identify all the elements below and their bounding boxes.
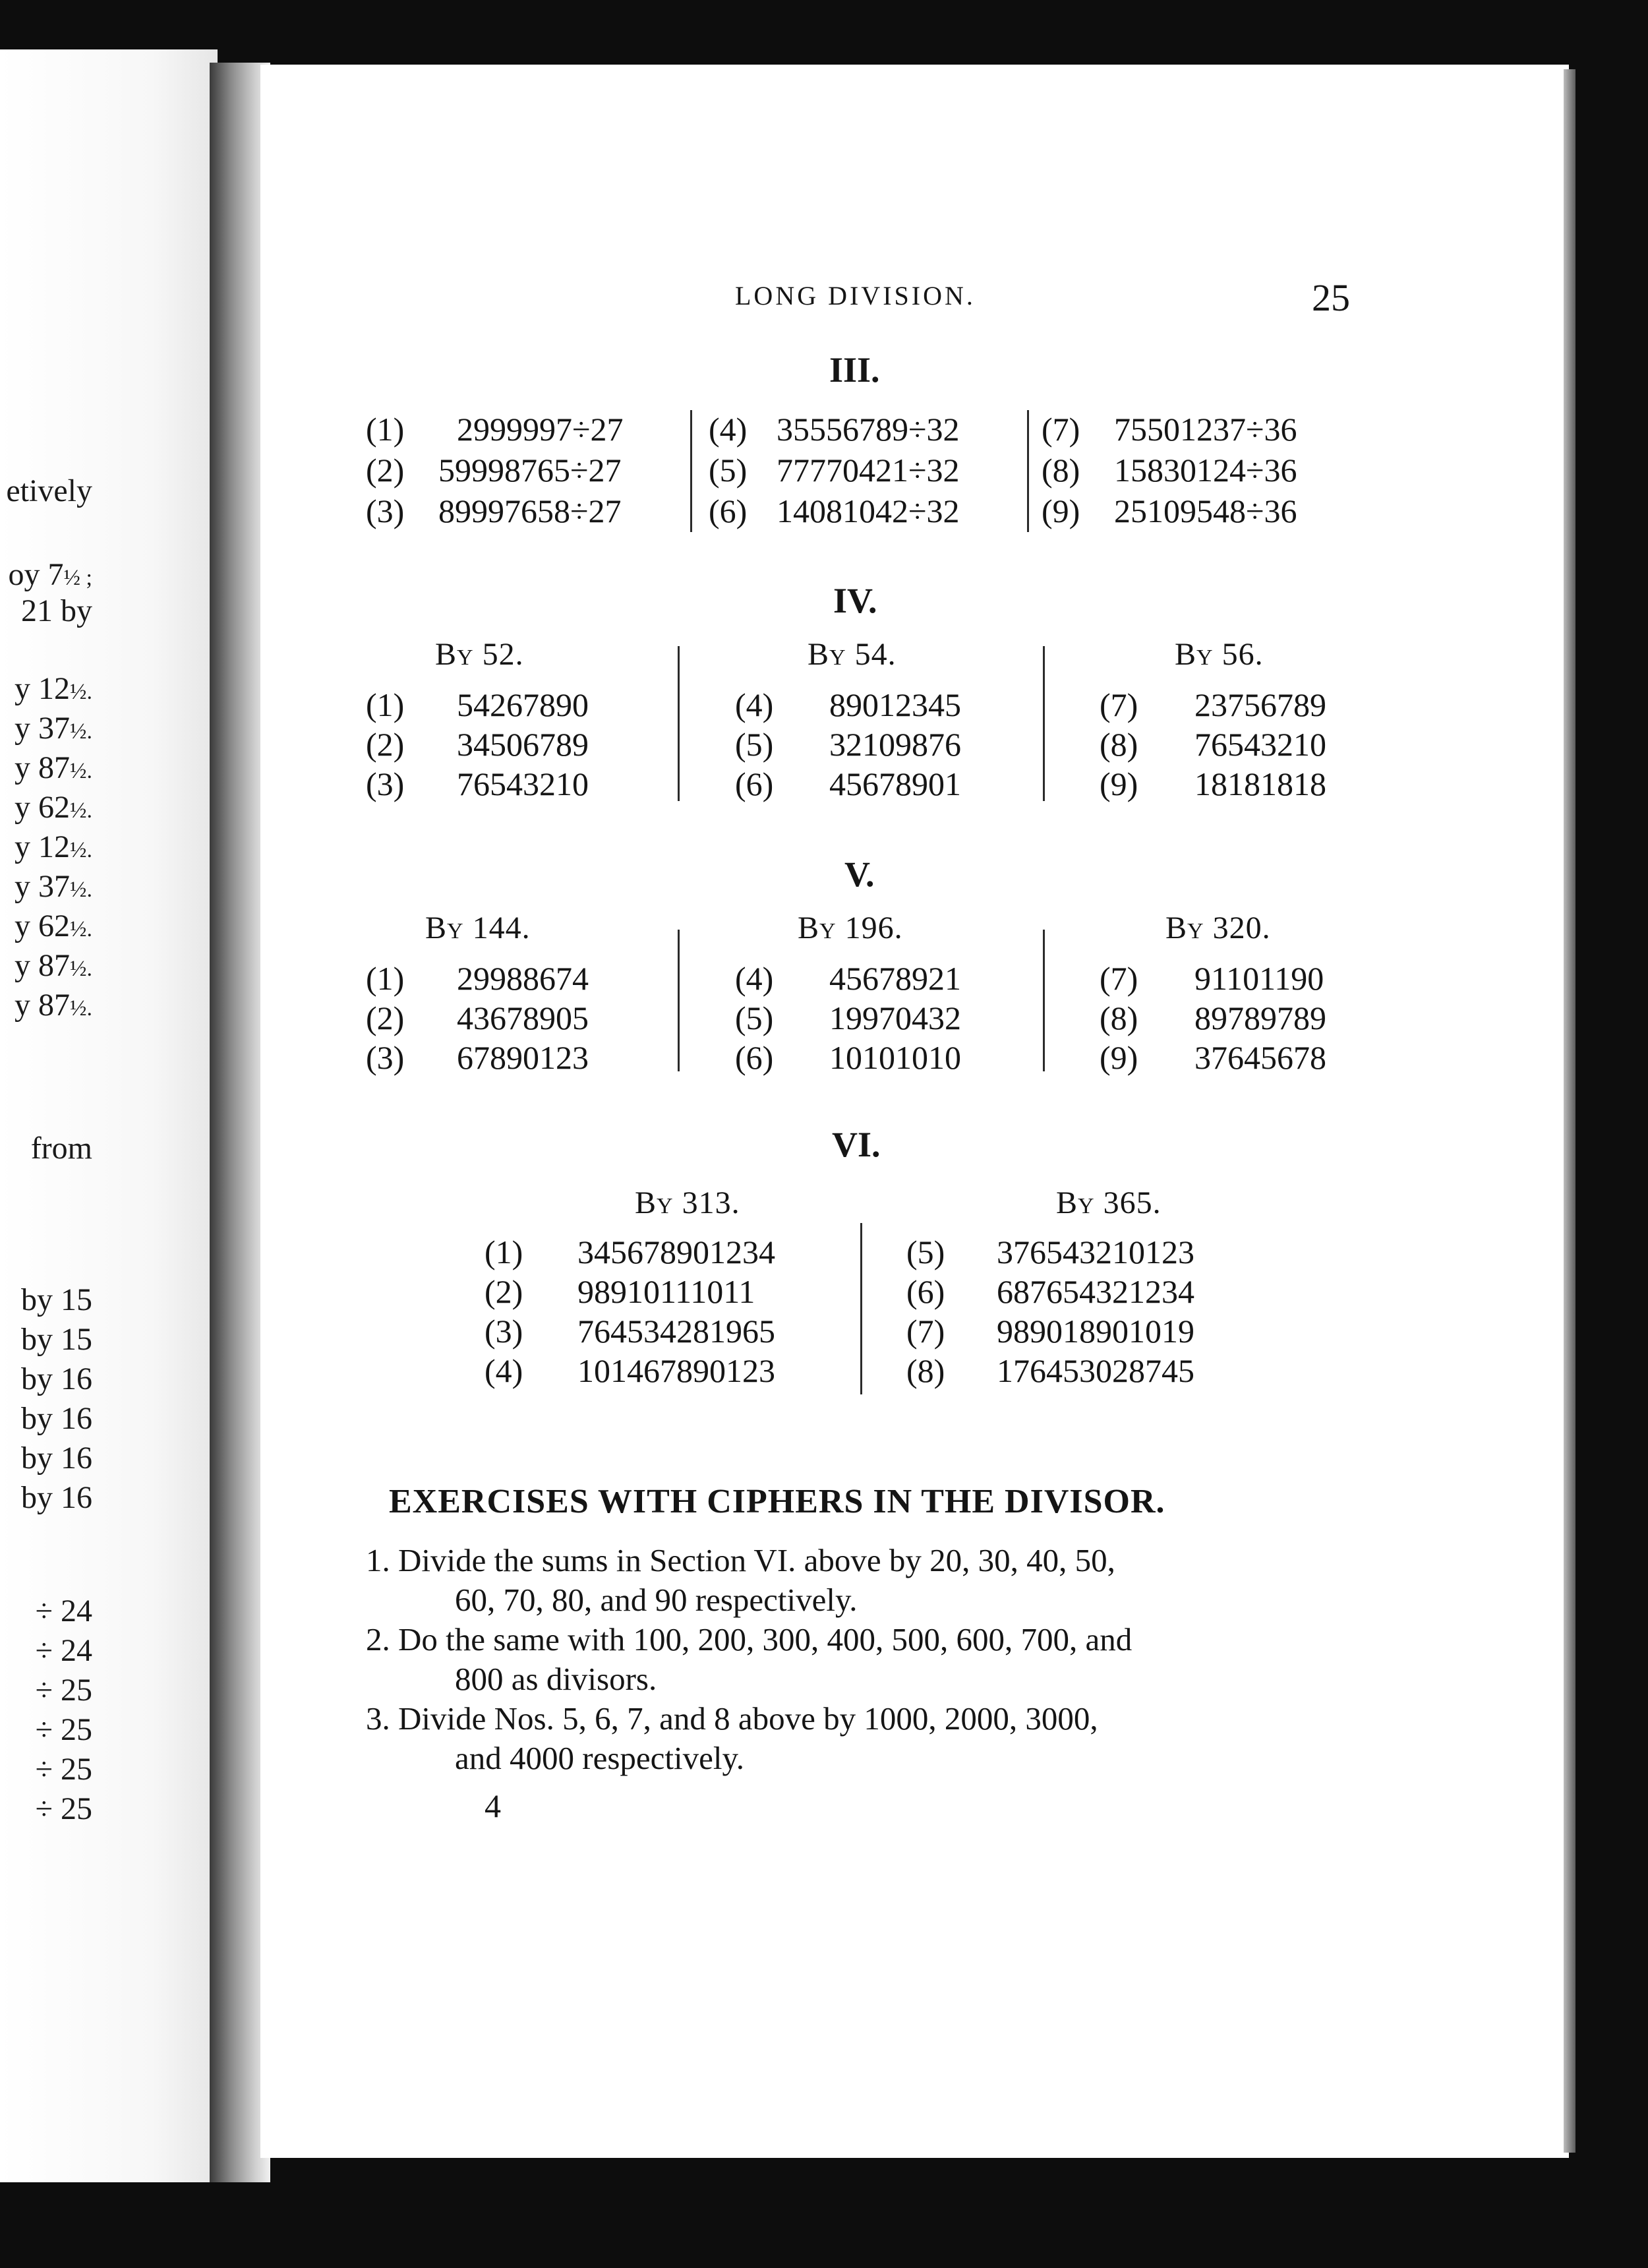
left-fragment: oy 7½ ; xyxy=(8,557,92,592)
left-fragment: y 37½. xyxy=(15,869,92,904)
left-page xyxy=(0,49,218,2182)
exercise-line: and 4000 respectively. xyxy=(455,1740,745,1776)
division-expression: 59998765÷27 xyxy=(438,452,622,489)
section-heading: III. xyxy=(829,350,880,390)
left-fragment: by 16 xyxy=(21,1361,92,1396)
dividend: 54267890 xyxy=(457,686,589,723)
item-number: (7) xyxy=(906,1313,945,1350)
item-number: (2) xyxy=(366,1000,405,1036)
item-number: (6) xyxy=(735,1039,774,1076)
left-fragment: ÷ 25 xyxy=(35,1673,92,1708)
division-expression: 25109548÷36 xyxy=(1114,492,1297,529)
item-number: (9) xyxy=(1100,765,1138,802)
column-rule xyxy=(860,1223,862,1394)
column-rule xyxy=(690,410,692,532)
dividend: 376543210123 xyxy=(997,1234,1194,1270)
dividend: 98910111011 xyxy=(577,1273,755,1310)
left-fragment: y 12½. xyxy=(15,829,92,864)
left-fragment: by 16 xyxy=(21,1401,92,1436)
dividend: 10101010 xyxy=(829,1039,961,1076)
item-number: (5) xyxy=(735,1000,774,1036)
item-number: (5) xyxy=(709,452,748,489)
item-number: (6) xyxy=(709,492,748,529)
item-number: (5) xyxy=(906,1234,945,1270)
left-fragment: y 12½. xyxy=(15,671,92,706)
dividend: 76543210 xyxy=(1194,726,1326,763)
division-expression: 15830124÷36 xyxy=(1114,452,1297,489)
column-rule xyxy=(678,646,680,801)
division-expression: 14081042÷32 xyxy=(777,492,960,529)
item-number: (3) xyxy=(485,1313,523,1350)
column-rule xyxy=(1043,646,1045,801)
division-expression: 35556789÷32 xyxy=(777,411,960,448)
item-number: (1) xyxy=(366,960,405,997)
item-number: (7) xyxy=(1100,960,1138,997)
left-fragment: by 15 xyxy=(21,1282,92,1317)
dividend: 176453028745 xyxy=(997,1352,1194,1389)
dividend: 23756789 xyxy=(1194,686,1326,723)
item-number: (3) xyxy=(366,492,405,529)
left-fragment: by 15 xyxy=(21,1322,92,1357)
left-fragment: by 16 xyxy=(21,1480,92,1515)
divisor-label: By 320. xyxy=(1165,910,1271,945)
item-number: (5) xyxy=(735,726,774,763)
dividend: 687654321234 xyxy=(997,1273,1194,1310)
divisor-label: By 365. xyxy=(1056,1185,1162,1220)
item-number: (4) xyxy=(709,411,748,448)
left-fragment: y 62½. xyxy=(15,909,92,943)
divisor-label: By 313. xyxy=(635,1185,740,1220)
left-fragment: y 87½. xyxy=(15,988,92,1023)
left-fragment: 21 by xyxy=(21,593,92,628)
dividend: 19970432 xyxy=(829,1000,961,1036)
column-rule xyxy=(678,930,680,1071)
item-number: (8) xyxy=(906,1352,945,1389)
exercise-line: 3. Divide Nos. 5, 6, 7, and 8 above by 1000, 2000, 3000, xyxy=(366,1700,1098,1737)
right-page xyxy=(260,65,1569,2158)
item-number: (4) xyxy=(735,960,774,997)
divisor-label: By 54. xyxy=(808,637,897,672)
item-number: (1) xyxy=(485,1234,523,1270)
item-number: (2) xyxy=(485,1273,523,1310)
item-number: (4) xyxy=(485,1352,523,1389)
dividend: 43678905 xyxy=(457,1000,589,1036)
item-number: (7) xyxy=(1042,411,1080,448)
item-number: (6) xyxy=(735,765,774,802)
dividend: 989018901019 xyxy=(997,1313,1194,1350)
dividend: 34506789 xyxy=(457,726,589,763)
left-fragment: ÷ 25 xyxy=(35,1791,92,1826)
division-expression: 2999997÷27 xyxy=(457,411,624,448)
item-number: (8) xyxy=(1100,1000,1138,1036)
dividend: 345678901234 xyxy=(577,1234,775,1270)
exercise-line: 800 as divisors. xyxy=(455,1661,657,1697)
dividend: 101467890123 xyxy=(577,1352,775,1389)
dividend: 32109876 xyxy=(829,726,961,763)
divisor-label: By 52. xyxy=(435,637,524,672)
divisor-label: By 56. xyxy=(1175,637,1264,672)
column-rule xyxy=(1027,410,1029,532)
left-fragment: y 87½. xyxy=(15,750,92,785)
item-number: (9) xyxy=(1042,492,1080,529)
left-fragment: by 16 xyxy=(21,1441,92,1476)
dividend: 37645678 xyxy=(1194,1039,1326,1076)
division-expression: 89997658÷27 xyxy=(438,492,622,529)
dividend: 89012345 xyxy=(829,686,961,723)
item-number: (2) xyxy=(366,452,405,489)
left-fragment: ÷ 24 xyxy=(35,1594,92,1628)
exercise-line: 60, 70, 80, and 90 respectively. xyxy=(455,1582,858,1618)
dividend: 29988674 xyxy=(457,960,589,997)
divisor-label: By 196. xyxy=(798,910,903,945)
exercise-line: 1. Divide the sums in Section VI. above by 20, 30, 40, 50, xyxy=(366,1542,1115,1578)
item-number: (3) xyxy=(366,1039,405,1076)
running-head: LONG DIVISION. xyxy=(735,281,976,311)
dividend: 764534281965 xyxy=(577,1313,775,1350)
left-fragment: ÷ 25 xyxy=(35,1752,92,1787)
section-heading: IV. xyxy=(833,581,877,620)
dividend: 45678921 xyxy=(829,960,961,997)
dividend: 76543210 xyxy=(457,765,589,802)
item-number: (6) xyxy=(906,1273,945,1310)
left-fragment: ÷ 25 xyxy=(35,1712,92,1747)
left-fragment: etively xyxy=(6,473,92,508)
item-number: (1) xyxy=(366,411,405,448)
dividend: 91101190 xyxy=(1194,960,1324,997)
left-fragment: y 87½. xyxy=(15,948,92,983)
item-number: (9) xyxy=(1100,1039,1138,1076)
divisor-label: By 144. xyxy=(425,910,531,945)
item-number: (4) xyxy=(735,686,774,723)
signature-mark: 4 xyxy=(485,1787,501,1824)
dividend: 89789789 xyxy=(1194,1000,1326,1036)
dividend: 67890123 xyxy=(457,1039,589,1076)
item-number: (2) xyxy=(366,726,405,763)
division-expression: 77770421÷32 xyxy=(777,452,960,489)
item-number: (7) xyxy=(1100,686,1138,723)
exercise-line: 2. Do the same with 100, 200, 300, 400, 500, 600, 700, and xyxy=(366,1621,1133,1657)
item-number: (8) xyxy=(1100,726,1138,763)
item-number: (3) xyxy=(366,765,405,802)
left-fragment: ÷ 24 xyxy=(35,1633,92,1668)
page-edge xyxy=(1564,69,1575,2153)
dividend: 18181818 xyxy=(1194,765,1326,802)
section-heading: V. xyxy=(844,854,875,894)
left-fragment: y 37½. xyxy=(15,711,92,746)
dividend: 45678901 xyxy=(829,765,961,802)
left-fragment: from xyxy=(30,1131,92,1166)
division-expression: 75501237÷36 xyxy=(1114,411,1297,448)
left-fragment: y 62½. xyxy=(15,790,92,825)
column-rule xyxy=(1043,930,1045,1071)
item-number: (8) xyxy=(1042,452,1080,489)
item-number: (1) xyxy=(366,686,405,723)
page-number: 25 xyxy=(1312,276,1350,319)
section-heading: VI. xyxy=(832,1125,881,1164)
exercises-heading: EXERCISES WITH CIPHERS IN THE DIVISOR. xyxy=(389,1483,1165,1520)
